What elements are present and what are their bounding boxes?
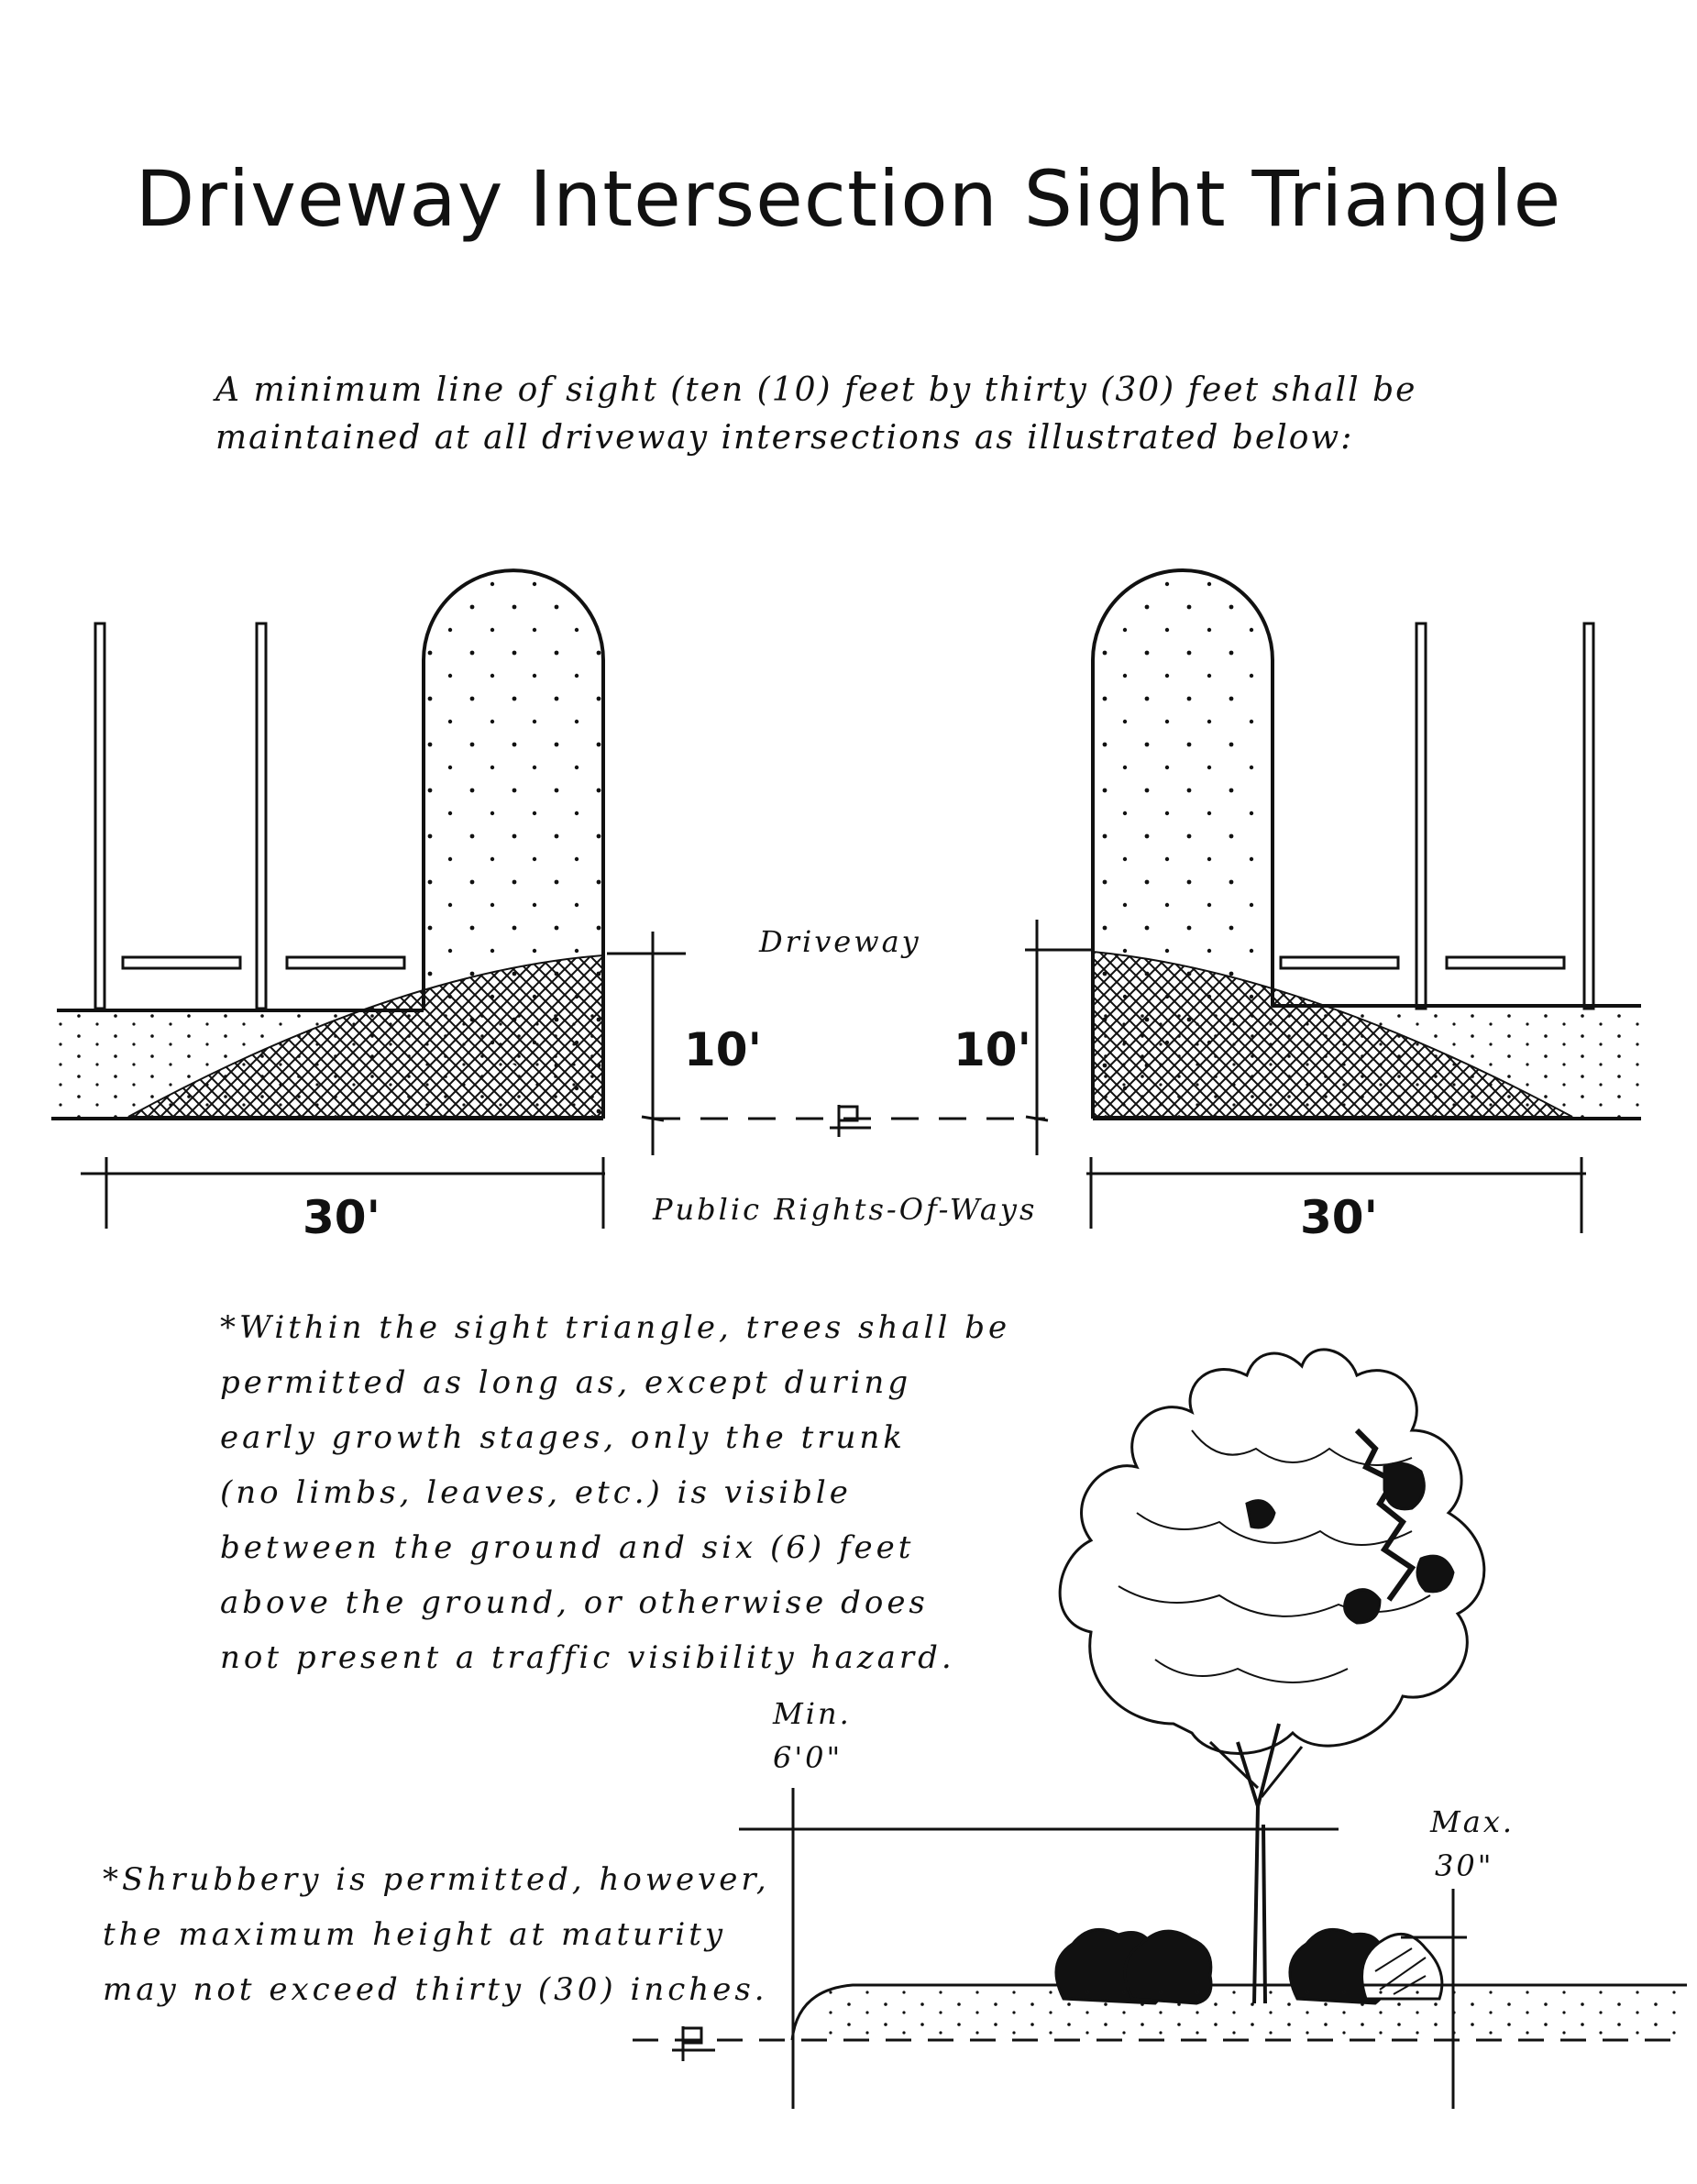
left-width-dim-label: 30': [303, 1191, 380, 1244]
elevation-property-symbol: [672, 2026, 715, 2061]
right-depth-dim-label: 10': [953, 1023, 1031, 1076]
max-value: 30": [1435, 1848, 1494, 1883]
min-value: 6'0": [773, 1740, 843, 1775]
row-label: Public Rights-Of-Ways: [653, 1192, 1038, 1227]
left-fence-post-2: [257, 623, 266, 1009]
trees-note-line: (no limbs, leaves, etc.) is visible: [220, 1474, 852, 1511]
trees-note-line: not present a traffic visibility hazard.: [220, 1639, 955, 1676]
elevation-sidewalk: [825, 1990, 1687, 2035]
trees-note-line: *Within the sight triangle, trees shall be: [220, 1309, 1011, 1346]
plan-view: [51, 570, 1641, 1233]
trees-note-line: early growth stages, only the trunk: [220, 1419, 906, 1456]
shrubs-note-line: the maximum height at maturity: [103, 1916, 727, 1953]
left-window-2: [287, 957, 404, 968]
shrubs-note-line: may not exceed thirty (30) inches.: [103, 1971, 768, 2008]
intro-paragraph: A minimum line of sight (ten (10) feet by thirty (30) feet shall be maintained at all driveway intersections as illustrated below:: [215, 371, 1417, 457]
trees-note: [220, 1300, 1011, 1685]
shrubs-note: [103, 1852, 770, 2017]
right-width-dim-label: 30': [1300, 1191, 1378, 1244]
driveway-label: Driveway: [759, 924, 921, 959]
property-line-symbol: [830, 1105, 871, 1137]
shrubs-note-line: *Shrubbery is permitted, however,: [103, 1861, 770, 1898]
min-label: Min.: [773, 1696, 852, 1731]
max-label: Max.: [1430, 1804, 1515, 1839]
trees-note-line: between the ground and six (6) feet: [220, 1529, 915, 1566]
right-fence-post-1: [1416, 623, 1426, 1009]
right-window-2: [1447, 957, 1564, 968]
left-depth-dim-label: 10': [684, 1023, 762, 1076]
right-window-1: [1281, 957, 1398, 968]
trees-note-line: permitted as long as, except during: [220, 1364, 912, 1401]
tree-icon: [1060, 1350, 1484, 2003]
trees-note-line: above the ground, or otherwise does: [220, 1584, 929, 1621]
right-fence-post-2: [1584, 623, 1593, 1009]
page-title: Driveway Intersection Sight Triangle: [135, 154, 1562, 244]
left-fence-post-1: [95, 623, 105, 1009]
left-window-1: [123, 957, 240, 968]
